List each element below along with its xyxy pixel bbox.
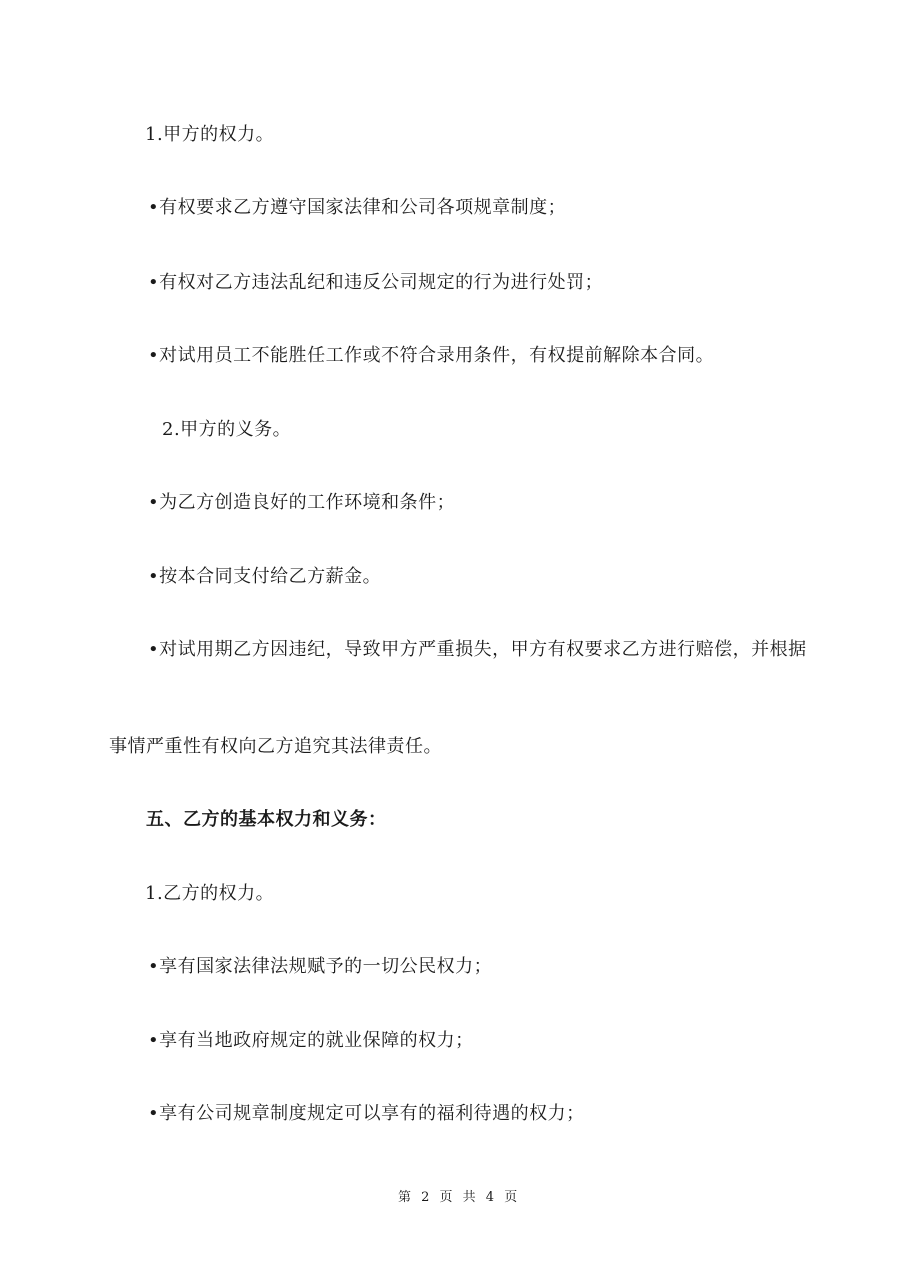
paragraph-line: 1.乙方的权力。 [145,883,275,904]
paragraph-line: •享有当地政府规定的就业保障的权力； [148,1030,474,1051]
section-heading: 五、乙方的基本权力和义务： [146,809,387,830]
paragraph-line: •有权对乙方违法乱纪和违反公司规定的行为进行处罚； [148,272,604,293]
paragraph-line: •为乙方创造良好的工作环境和条件； [148,492,456,513]
paragraph-line: •按本合同支付给乙方薪金。 [148,566,382,587]
paragraph-line: 2.甲方的义务。 [162,419,292,440]
paragraph-line: 事情严重性有权向乙方追究其法律责任。 [109,736,442,757]
paragraph-line: •享有公司规章制度规定可以享有的福利待遇的权力； [148,1103,585,1124]
paragraph-line: •享有国家法律法规赋予的一切公民权力； [148,956,493,977]
page-number-footer: 第 2 页 共 4 页 [398,1190,521,1205]
paragraph-line: •有权要求乙方遵守国家法律和公司各项规章制度； [148,197,567,218]
paragraph-line: •对试用期乙方因违纪，导致甲方严重损失，甲方有权要求乙方进行赔偿，并根据 [148,639,807,660]
paragraph-line: •对试用员工不能胜任工作或不符合录用条件，有权提前解除本合同。 [148,345,715,366]
paragraph-line: 1.甲方的权力。 [145,124,275,145]
